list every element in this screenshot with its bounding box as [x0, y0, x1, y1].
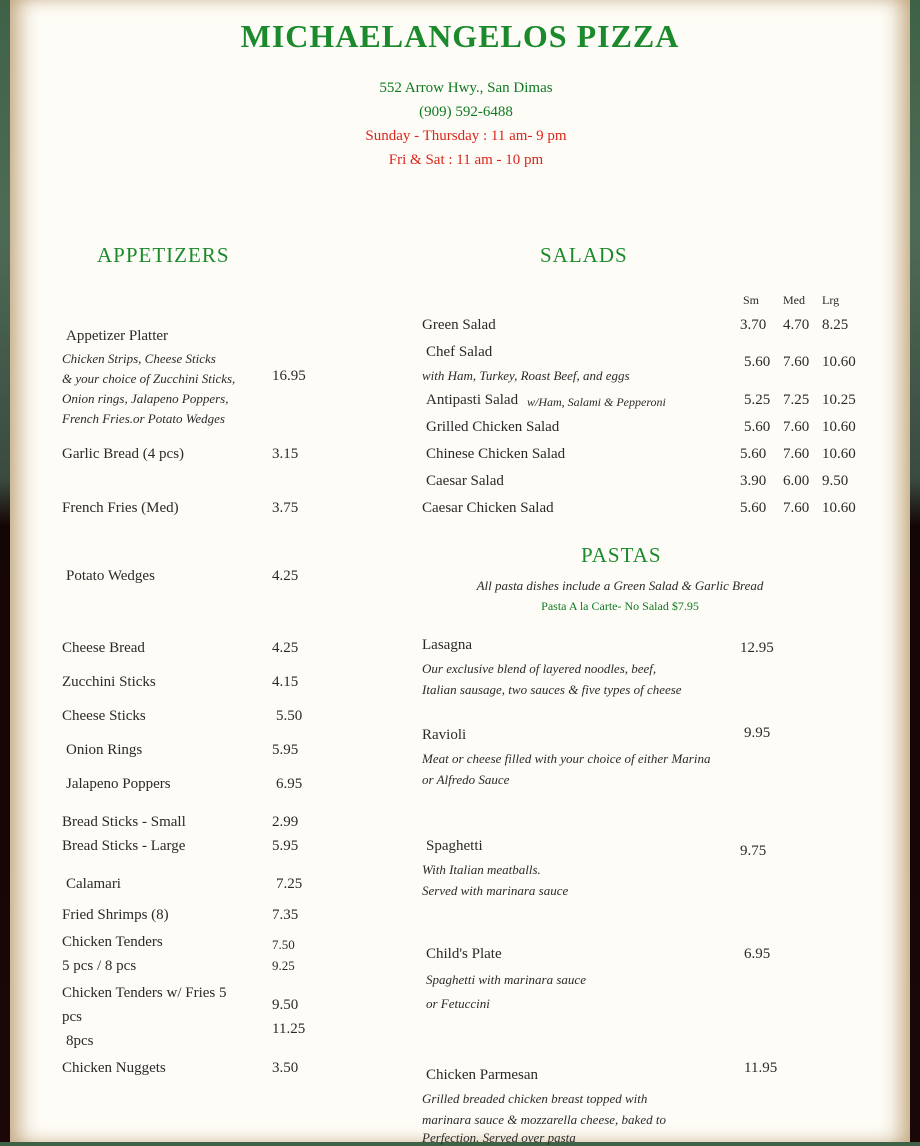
menu-item-price: 6.95 — [276, 776, 303, 792]
menu-item-price: 2.99 — [272, 814, 299, 830]
appetizer-platter-desc: & your choice of Zucchini Sticks, — [62, 371, 236, 386]
salad-name: Green Salad — [422, 317, 496, 333]
menu-item-price: 4.25 — [272, 568, 299, 584]
menu-item-name: Potato Wedges — [66, 568, 155, 584]
pasta-desc: Grilled breaded chicken breast topped with — [422, 1091, 648, 1106]
pasta-note: All pasta dishes include a Green Salad & Garlic Bread — [476, 578, 764, 593]
menu-item-name: Onion Rings — [66, 742, 143, 758]
pasta-desc: Italian sausage, two sauces & five types of cheese — [422, 682, 682, 697]
appetizers-heading: APPETIZERS — [97, 243, 230, 267]
salad-desc: with Ham, Turkey, Roast Beef, and eggs — [422, 368, 630, 383]
address: 552 Arrow Hwy., San Dimas — [379, 80, 553, 96]
salad-name: Grilled Chicken Salad — [426, 419, 560, 435]
pasta-name: Ravioli — [422, 727, 467, 743]
pasta-name: Child's Plate — [426, 946, 502, 962]
salad-price-lrg: 10.60 — [822, 446, 856, 462]
size-header-small: Sm — [743, 293, 760, 307]
salad-name: Chinese Chicken Salad — [426, 446, 566, 462]
menu-item-name: Bread Sticks - Small — [62, 814, 186, 830]
menu-item-price: 5.95 — [272, 838, 299, 854]
pasta-price: 6.95 — [744, 946, 771, 962]
salad-price-sm: 3.70 — [740, 317, 767, 333]
salad-price-med: 7.60 — [783, 419, 810, 435]
salad-price-med: 7.60 — [783, 500, 810, 516]
pasta-desc: marinara sauce & mozzarella cheese, baked to — [422, 1112, 666, 1127]
phone: (909) 592-6488 — [419, 104, 513, 120]
salad-name: Caesar Chicken Salad — [422, 500, 554, 516]
salad-price-sm: 5.25 — [744, 392, 771, 408]
chicken-tenders-price-small: 7.50 — [272, 937, 295, 952]
menu-item-price: 5.95 — [272, 742, 299, 758]
salads-heading: SALADS — [540, 243, 628, 267]
pasta-price: 9.75 — [740, 843, 767, 859]
pasta-desc: or Fetuccini — [426, 996, 490, 1011]
pasta-name: Chicken Parmesan — [426, 1067, 539, 1083]
menu-item-name: Calamari — [66, 876, 121, 892]
pastas-heading: PASTAS — [581, 543, 662, 567]
salad-name: Caesar Salad — [426, 473, 504, 489]
pasta-a-la-carte: Pasta A la Carte- No Salad $7.95 — [541, 599, 699, 613]
salad-price-lrg: 9.50 — [822, 473, 849, 489]
pasta-desc: or Alfredo Sauce — [422, 772, 510, 787]
salad-price-med: 7.60 — [783, 354, 810, 370]
appetizer-platter-desc: Onion rings, Jalapeno Poppers, — [62, 391, 229, 406]
pasta-price: 11.95 — [744, 1060, 778, 1076]
salad-price-lrg: 10.60 — [822, 354, 856, 370]
salad-desc: w/Ham, Salami & Pepperoni — [527, 395, 666, 409]
salad-price-sm: 5.60 — [740, 500, 767, 516]
salad-price-lrg: 10.60 — [822, 500, 856, 516]
menu-item-price: 7.25 — [276, 876, 303, 892]
menu-item-name: Chicken Nuggets — [62, 1060, 166, 1076]
chicken-tenders-fries-price: 11.25 — [272, 1021, 306, 1037]
salad-price-med: 4.70 — [783, 317, 810, 333]
menu-item-name: Jalapeno Poppers — [66, 776, 171, 792]
salad-name: Chef Salad — [426, 344, 493, 360]
menu-item-price: 5.50 — [276, 708, 303, 724]
appetizer-platter-price: 16.95 — [272, 368, 306, 384]
menu-item-name: Cheese Bread — [62, 640, 145, 656]
menu-item-price: 4.15 — [272, 674, 299, 690]
chicken-tenders-sizes: 5 pcs / 8 pcs — [62, 958, 137, 974]
chicken-tenders-price-large: 9.25 — [272, 958, 295, 973]
salad-price-sm: 5.60 — [740, 446, 767, 462]
restaurant-title: MICHAELANGELOS PIZZA — [240, 18, 680, 54]
salad-price-lrg: 10.25 — [822, 392, 856, 408]
pasta-desc: Our exclusive blend of layered noodles, beef, — [422, 661, 657, 676]
menu-item-price: 3.75 — [272, 500, 299, 516]
chicken-tenders-fries-price: 9.50 — [272, 997, 299, 1013]
pasta-price: 12.95 — [740, 640, 774, 656]
pasta-desc: Perfection. Served over pasta — [422, 1130, 576, 1145]
menu-item-name: Cheese Sticks — [62, 708, 146, 724]
menu-item-name: Fried Shrimps (8) — [62, 907, 169, 923]
salad-price-sm: 3.90 — [740, 473, 767, 489]
menu-item-price: 3.50 — [272, 1060, 299, 1076]
pasta-name: Spaghetti — [426, 838, 483, 854]
size-header-medium: Med — [783, 293, 805, 307]
menu-item-price: 4.25 — [272, 640, 299, 656]
menu-item-price: 3.15 — [272, 446, 299, 462]
salad-price-sm: 5.60 — [744, 419, 771, 435]
pasta-desc: Spaghetti with marinara sauce — [426, 972, 586, 987]
appetizer-platter-name: Appetizer Platter — [66, 328, 169, 344]
chicken-tenders-fries-name: 8pcs — [66, 1033, 94, 1049]
chicken-tenders-name: Chicken Tenders — [62, 934, 163, 950]
pasta-desc: Meat or cheese filled with your choice of either Marina — [422, 751, 711, 766]
salad-price-sm: 5.60 — [744, 354, 771, 370]
menu-item-name: French Fries (Med) — [62, 500, 179, 516]
salad-price-med: 7.25 — [783, 392, 810, 408]
hours-weekend: Fri & Sat : 11 am - 10 pm — [388, 152, 544, 168]
chicken-tenders-fries-name: Chicken Tenders w/ Fries 5 — [62, 985, 227, 1001]
hours-weekday: Sunday - Thursday : 11 am- 9 pm — [365, 128, 567, 144]
appetizer-platter-desc: French Fries.or Potato Wedges — [62, 411, 225, 426]
salad-price-med: 6.00 — [783, 473, 810, 489]
salad-price-lrg: 10.60 — [822, 419, 856, 435]
pasta-desc: Served with marinara sauce — [422, 883, 569, 898]
chicken-tenders-fries-name: pcs — [62, 1009, 82, 1025]
menu-item-name: Zucchini Sticks — [62, 674, 156, 690]
pasta-desc: With Italian meatballs. — [422, 862, 541, 877]
size-header-large: Lrg — [822, 293, 840, 307]
salad-price-lrg: 8.25 — [822, 317, 849, 333]
salad-name: Antipasti Salad — [426, 392, 519, 408]
menu-item-price: 7.35 — [272, 907, 299, 923]
pasta-price: 9.95 — [744, 725, 771, 741]
appetizer-platter-desc: Chicken Strips, Cheese Sticks — [62, 351, 216, 366]
menu-item-name: Garlic Bread (4 pcs) — [62, 446, 185, 462]
menu-item-name: Bread Sticks - Large — [62, 838, 186, 854]
pasta-name: Lasagna — [422, 637, 472, 653]
salad-price-med: 7.60 — [783, 446, 810, 462]
